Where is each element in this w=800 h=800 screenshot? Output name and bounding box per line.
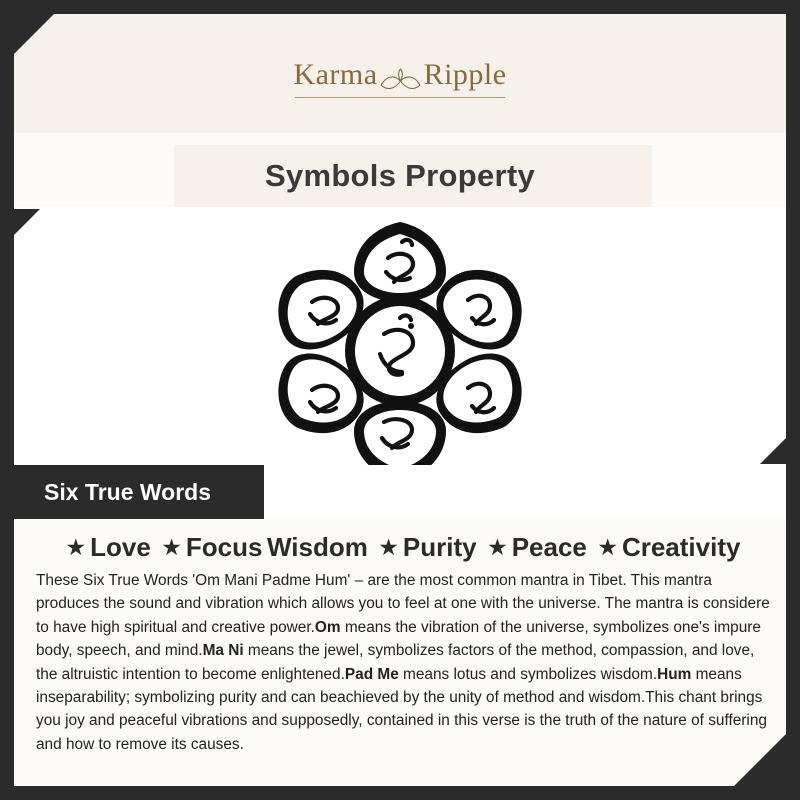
- corner-notch-left: [14, 209, 40, 235]
- keyword-list: [14, 532, 786, 563]
- star-icon: ★: [378, 534, 399, 560]
- keyword-focus: Focus: [185, 532, 263, 562]
- body-text: means inseparability; symbolizing purity and can beachieved by the unity of method and wisdom.: [36, 665, 742, 707]
- body-emphasis: Ma Ni: [202, 642, 244, 660]
- star-icon: ★: [597, 534, 618, 560]
- poster-inner: [14, 14, 786, 786]
- star-icon: ★: [487, 534, 508, 560]
- corner-notch-right: [760, 438, 786, 464]
- body-text: means lotus and symbolizes wisdom.: [398, 665, 658, 683]
- body-emphasis: Om: [314, 618, 341, 636]
- body-text: This chant brings you joy and peaceful vibrations and supposedly, contained in this verse is the truth of the nature of suffering and how to remove its causes.: [36, 689, 767, 753]
- keyword-love: Love: [90, 532, 151, 562]
- brand-logo: [14, 58, 786, 98]
- lotus-icon: [378, 67, 424, 93]
- keyword-peace: Peace: [511, 532, 587, 562]
- om-mani-padme-hum-lotus-symbol: [14, 214, 786, 494]
- body-paragraph: [36, 569, 774, 756]
- body-text: means the jewel, symbolizes factors of the method, compassion, and love, the altruistic intention to become enlightened.: [36, 642, 755, 683]
- star-icon: ★: [161, 534, 182, 560]
- page-title: Symbols Property: [264, 158, 536, 193]
- corner-wedge-top-left: [14, 14, 54, 54]
- body-emphasis: Pad Me: [344, 665, 399, 683]
- star-icon: ★: [65, 534, 87, 560]
- brand-name-left: Karma: [293, 58, 378, 91]
- brand-underline: [295, 97, 505, 98]
- body-emphasis: Hum: [657, 665, 692, 683]
- corner-wedge-bottom-right: [734, 734, 786, 786]
- body-text: means the vibration of the universe, symbolizes one's impure body, speech, and mind.: [36, 618, 761, 660]
- section-title: Six True Words: [44, 479, 212, 505]
- brand-name-right: Ripple: [423, 58, 507, 91]
- keyword-wisdom: Wisdom: [266, 532, 368, 562]
- keyword-purity: Purity: [402, 532, 477, 562]
- body-text: These Six True Words 'Om Mani Padme Hum' – are the most common mantra in Tibet. This mantra produces the sound and vibration which allows you to feel at one with the universe. The mantra is considere to have high spiritual and creative power.: [36, 572, 770, 636]
- keyword-creativity: Creativity: [621, 532, 741, 562]
- section-ribbon-tail: [232, 465, 264, 519]
